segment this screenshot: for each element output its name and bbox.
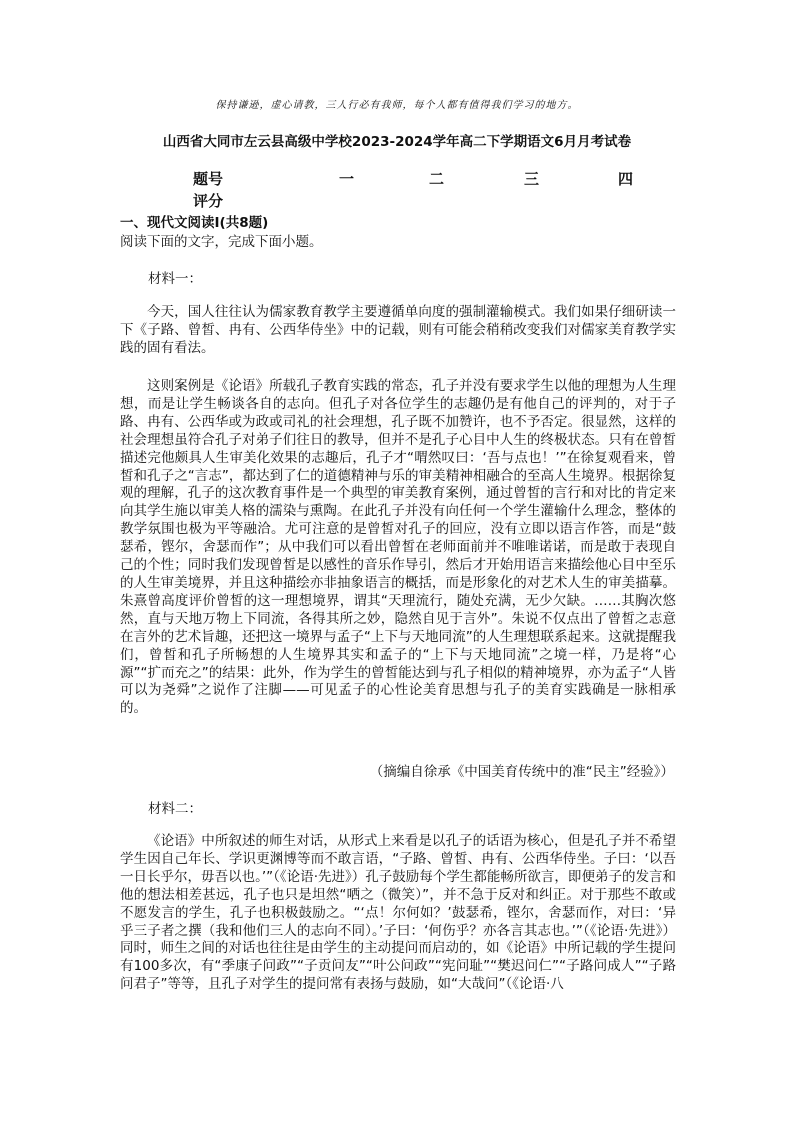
score-col-4: 四 [618,170,634,188]
material1-label: 材料一： [148,271,202,287]
material2-paragraph-1: 《论语》中所叙述的师生对话，从形式上来看是以孔子的话语为核心，但是孔子并不希望学生因自己年长、学识更渊博等而不敢言语，“子路、曾皙、冉有、公西华侍坐。子曰：‘以吾一日长乎尔，毋吾以也。’”（《论语·先进》）孔子鼓励每个学生都能畅所欲言，即便弟子的发言和他的想法相差甚远，孔子也只是坦然“哂之（微笑）”，并不急于反对和纠正。对于那些不敢或不愿发言的学生，孔子也积极鼓励之。“‘点！尔何如？’鼓瑟希，铿尔，舍瑟而作，对曰：‘异乎三子者之撰（我和他们三人的志向不同）。’子曰：‘何伤乎？亦各言其志也。’”（《论语·先进》）同时，师生之间的对话也往往是由学生的主动提问而启动的，如《论语》中所记载的学生提问有100多次，有“季康子问政”“子贡问友”“叶公问政”“宪问耻”“樊迟问仁”“子路问成人”“子路问君子”等等，且孔子对学生的提问常有表扬与鼓励，如“大哉问”（《论语·八 [120,833,676,993]
score-col-2: 二 [429,170,445,188]
material1-source: （摘编自徐承《中国美育传统中的准“民主”经验》） [369,764,674,780]
score-row-label: 评分 [193,192,224,210]
score-table-header [193,168,643,190]
material1-paragraph-1: 今天，国人往往认为儒家教育教学主要遵循单向度的强制灌输模式。我们如果仔细研读一下《子路、曾皙、冉有、公西华侍坐》中的记载，则有可能会稍稍改变我们对儒家美育教学实践的固有看法。 [120,304,676,356]
material1-paragraph-2: 这则案例是《论语》所载孔子教育实践的常态，孔子并没有要求学生以他的理想为人生理想，而是让学生畅谈各自的志向。但孔子对各位学生的志趣仍是有他自己的评判的，对于子路、冉有、公西华或为政或司礼的社会理想，孔子既不加赞许，也不予否定。很显然，这样的社会理想虽符合孔子对弟子们往日的教导，但并不是孔子心目中人生的终极状态。只有在曾皙描述完他颇具人生审美化效果的志趣后，孔子才“喟然叹曰：‘吾与点也！’”在徐复观看来，曾皙和孔子之“言志”，都达到了仁的道德精神与乐的审美精神相融合的至高人生境界。根据徐复观的理解，孔子的这次教育事件是一个典型的审美教育案例，通过曾皙的言行和对比的肯定来向其学生施以审美人格的濡染与熏陶。在此孔子并没有向任何一个学生灌输什么理念，整体的教学氛围也极为平等融洽。尤可注意的是曾皙对孔子的回应，没有立即以语言作答，而是“鼓瑟希，铿尔，舍瑟而作”；从中我们可以看出曾皙在老师面前并不唯唯诺诺，而是敢于表现自己的个性；同时我们发现曾皙是以感性的音乐作导引，然后才开始用语言来描绘他心目中至乐的人生审美境界，并且这种描绘亦非抽象语言的概括，而是形象化的对艺术人生的审美描摹。朱熹曾高度评价曾皙的这一理想境界，谓其“天理流行，随处充满，无少欠缺。……其胸次悠然，直与天地万物上下同流，各得其所之妙，隐然自见于言外”。朱说不仅点出了曾皙之志意在言外的艺术旨趣，还把这一境界与孟子“上下与天地同流”的人生理想联系起来。这就提醒我们，曾皙和孔子所畅想的人生境界其实和孟子的“上下与天地同流”之境一样，乃是将“心源”“扩而充之”的结果：此外，作为学生的曾皙能达到与孔子相似的精神境界，亦为孟子“人皆可以为尧舜”之说作了注脚——可见孟子的心性论美育思想与孔子的美育实践确是一脉相承的。 [120,378,676,717]
header-motto: 保持谦逊，虚心请教，三人行必有我师，每个人都有值得我们学习的地方。 [215,100,579,111]
score-col-header: 题号 [193,170,224,188]
material2-label: 材料二： [148,801,202,817]
section-instruction: 阅读下面的文字，完成下面小题。 [120,234,323,250]
score-col-1: 一 [339,170,355,188]
score-col-3: 三 [524,170,540,188]
section-heading: 一、现代文阅读Ⅰ(共8题) [120,215,269,231]
exam-title: 山西省大同市左云县高级中学校2023-2024学年高二下学期语文6月月考试卷 [162,134,632,150]
